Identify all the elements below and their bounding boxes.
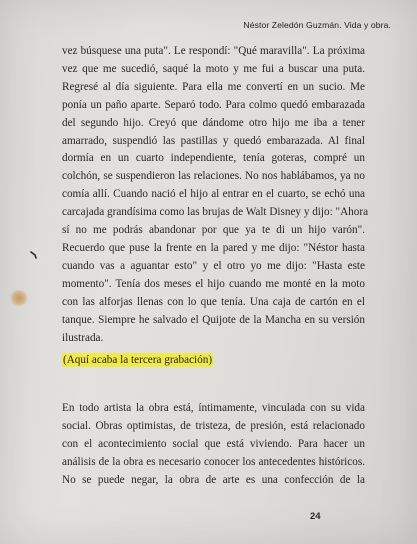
- text-line: con el acontecimiento social que está viviendo. Para hacer un: [62, 437, 365, 450]
- text-line: momento". Tenía dos meses el hijo cuando me monté en la moto: [62, 277, 365, 290]
- text-line: dormía en un cuarto independiente, tenía goteras, compré un: [62, 152, 365, 165]
- highlighted-note-text: (Aquí acaba la tercera grabación): [63, 354, 213, 366]
- paragraph-2: [62, 400, 365, 490]
- text-line: social. Obras optimistas, de tristeza, de presión, está relacionado: [62, 419, 365, 432]
- text-line: con las alforjas llenas con lo que tenía. Una caja de cartón en el: [62, 295, 365, 308]
- text-line: Regresé al día siguiente. Para ella me convertí en un sucio. Me: [62, 80, 365, 93]
- text-line: tanque. Siempre he salvado el Quijote de la Mancha en su versión: [62, 313, 365, 326]
- text-line: No se puede negar, la obra de arte es una confección de la: [62, 473, 365, 486]
- text-line: colchón, se suspendieron las relaciones. No nos hablábamos, ya no: [62, 170, 365, 183]
- text-line: vez búsquese una puta". Le respondí: "Qué maravilla". La próxima: [62, 45, 365, 57]
- highlighted-note: [62, 352, 213, 369]
- text-line: amarrado, suspendió las pastillas y quedó embarazada. Al final: [62, 134, 365, 147]
- paragraph-1: [62, 43, 369, 347]
- paper-stain: [10, 290, 28, 306]
- ink-mark: [30, 251, 38, 259]
- text-line: sí no me podrás abandonar por que ya te di un hijo varón".: [62, 224, 365, 237]
- text-line: ponía un paño aparte. Separó todo. Para colmo quedó embarazada: [62, 98, 365, 111]
- text-line: del segundo hijo. Creyó que dándome otro hijo me iba a tener: [62, 116, 365, 129]
- text-line: carcajada grandísima como las brujas de Walt Disney y dijo: "Ahora: [62, 206, 369, 219]
- page-number: 24: [310, 511, 321, 522]
- text-line: comía allí. Cuando nació el hijo al entrar en el cuarto, se echó una: [62, 188, 365, 201]
- text-line: En todo artista la obra está, íntimamente, vinculada con su vida: [62, 402, 365, 414]
- text-line: Recuerdo que puse la frente en la pared y me dijo: "Néstor hasta: [62, 241, 365, 254]
- text-line: análisis de la obra es necesario conocer los antecedentes históricos.: [62, 455, 365, 468]
- text-line: cuando vas a aguantar esto" y el otro yo me dijo: "Hasta este: [62, 259, 365, 272]
- running-header: Néstor Zeledón Guzmán. Vida y obra.: [243, 20, 391, 30]
- text-line: vez que me sucedió, saqué la moto y me fui a buscar una puta.: [62, 62, 365, 75]
- text-line: ilustrada.: [62, 331, 104, 344]
